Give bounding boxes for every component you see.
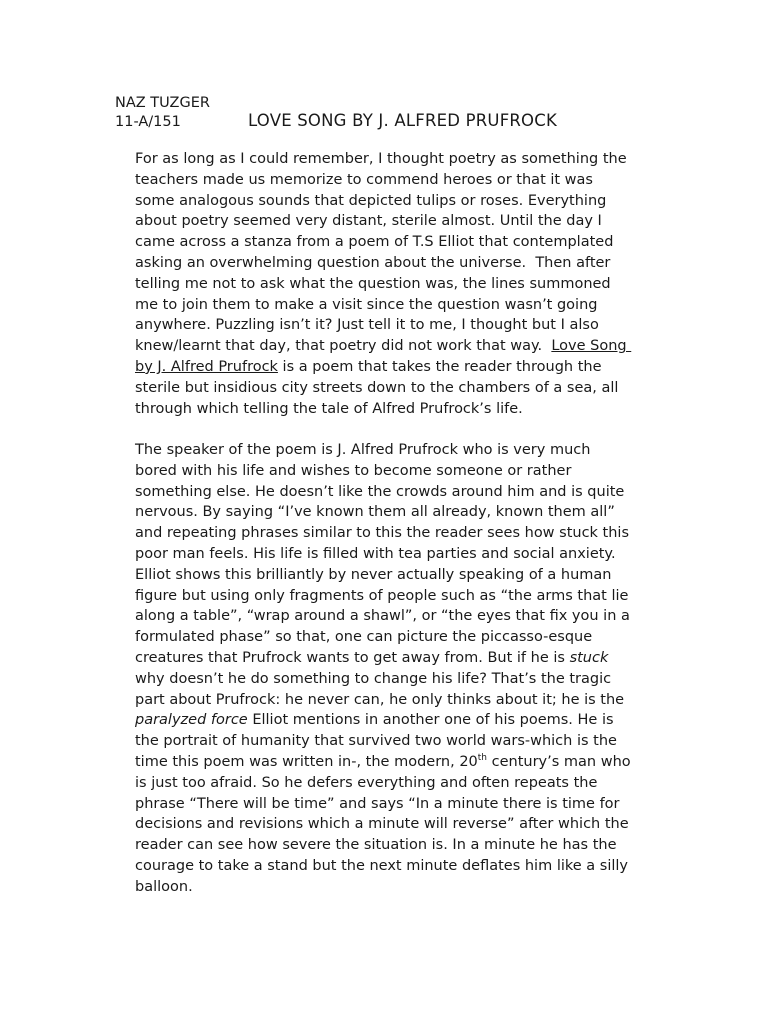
text-line: The speaker of the poem is J. Alfred Prufrock who is very much bbox=[135, 442, 591, 458]
text-line: about poetry seemed very distant, sterile almost. Until the day I bbox=[135, 213, 602, 230]
text-line: telling me not to ask what the question was, the lines summoned bbox=[135, 275, 611, 292]
text-line: is just too afraid. So he defers everything and often repeats the bbox=[135, 774, 598, 791]
text-line: me to join them to make a visit since the question wasn’t going bbox=[135, 296, 598, 313]
text-line bbox=[135, 752, 655, 773]
text-segment: creatures that Prufrock wants to get away from. But if he is bbox=[135, 649, 570, 666]
text-line: balloon. bbox=[135, 878, 193, 895]
text-line bbox=[135, 357, 655, 378]
paragraph-1 bbox=[135, 149, 655, 419]
superscript: th bbox=[477, 752, 488, 763]
header-class-code: 11-A/151 bbox=[115, 114, 181, 130]
text-line: along a table”, “wrap around a shawl”, or “the eyes that fix you in a bbox=[135, 608, 630, 625]
text-line: and repeating phrases similar to this the reader sees how stuck this bbox=[135, 525, 630, 542]
text-line: some analogous sounds that depicted tulips or roses. Everything bbox=[135, 192, 607, 209]
text-line: phrase “There will be time” and says “In a minute there is time for bbox=[135, 795, 620, 812]
text-line: decisions and revisions which a minute will reverse” after which the bbox=[135, 816, 629, 833]
text-line: something else. He doesn’t like the crowds around him and is quite bbox=[135, 483, 625, 500]
text-line: reader can see how severe the situation is. In a minute he has the bbox=[135, 837, 617, 854]
text-line bbox=[135, 710, 655, 731]
text-line: through which telling the tale of Alfred Prufrock’s life. bbox=[135, 400, 523, 417]
text-line: formulated phase” so that, one can picture the piccasso-esque bbox=[135, 629, 593, 646]
text-segment: is a poem that takes the reader through the bbox=[277, 358, 602, 375]
document-title: LOVE SONG BY J. ALFRED PRUFROCK bbox=[248, 111, 557, 130]
text-line: part about Prufrock: he never can, he only thinks about it; he is the bbox=[135, 691, 625, 708]
text-line: figure but using only fragments of people such as “the arms that lie bbox=[135, 587, 629, 604]
work-title-underlined: by J. Alfred Prufrock bbox=[135, 358, 278, 375]
text-line: nervous. By saying “I’ve known them all already, known them all” bbox=[135, 504, 615, 521]
text-line: anywhere. Puzzling isn’t it? Just tell it to me, I thought but I also bbox=[135, 317, 599, 334]
text-line: poor man feels. His life is filled with tea parties and social anxiety. bbox=[135, 545, 616, 562]
text-line: For as long as I could remember, I thought poetry as something the bbox=[135, 151, 627, 167]
paragraph-2 bbox=[135, 440, 655, 898]
text-line: bored with his life and wishes to become someone or rather bbox=[135, 462, 572, 479]
text-segment: time this poem was written in-, the modern, 20 bbox=[135, 753, 478, 770]
italic-phrase: paralyzed force bbox=[135, 712, 248, 729]
text-line: courage to take a stand but the next minute deflates him like a silly bbox=[135, 857, 629, 874]
italic-word: stuck bbox=[569, 649, 609, 666]
header-author: NAZ TUZGER bbox=[115, 95, 210, 111]
text-segment: Elliot mentions in another one of his poems. He is bbox=[247, 712, 614, 729]
text-line bbox=[135, 648, 655, 669]
text-line: why doesn’t he do something to change his life? That’s the tragic bbox=[135, 670, 612, 687]
text-segment: century’s man who bbox=[487, 753, 631, 770]
text-line: asking an overwhelming question about the universe. Then after bbox=[135, 254, 611, 271]
text-line: the portrait of humanity that survived two world wars-which is the bbox=[135, 733, 617, 750]
text-line: sterile but insidious city streets down to the chambers of a sea, all bbox=[135, 379, 619, 396]
work-title-underlined: Love Song bbox=[551, 338, 632, 355]
text-segment: knew/learnt that day, that poetry did not work that way. bbox=[135, 338, 552, 355]
text-line: teachers made us memorize to commend heroes or that it was bbox=[135, 171, 593, 188]
text-line bbox=[135, 336, 655, 357]
text-line: Elliot shows this brilliantly by never actually speaking of a human bbox=[135, 566, 612, 583]
text-line: came across a stanza from a poem of T.S Elliot that contemplated bbox=[135, 234, 614, 251]
